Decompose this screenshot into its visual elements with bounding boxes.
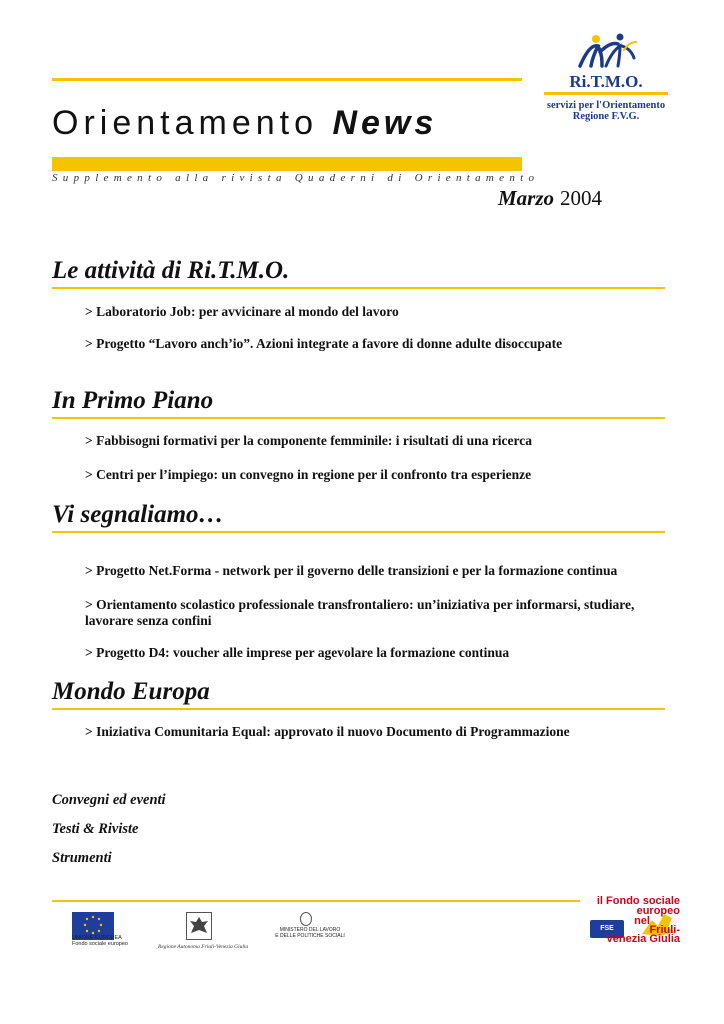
logo-rule [544, 92, 668, 95]
list-item[interactable]: > Laboratorio Job: per avvicinare al mondo del lavoro [85, 304, 399, 319]
region-caption: Regione Autonoma Friuli-Venezia Giulia [158, 944, 249, 950]
issue-month: Marzo [498, 186, 555, 210]
ministry-emblem-icon [300, 912, 312, 926]
list-item[interactable]: > Orientamento scolastico professionale transfrontaliero: un’iniziativa per informarsi, studiare, lavorare senza confini [85, 597, 635, 628]
fse-fvg-logo [588, 896, 680, 946]
header-top-rule [52, 78, 522, 81]
section-primo-piano [52, 386, 665, 482]
logo-name: Ri.T.M.O. [569, 72, 643, 91]
link-convegni[interactable]: Convegni ed eventi [52, 792, 166, 808]
issue-date [498, 186, 602, 211]
section-title: Mondo Europa [52, 678, 210, 705]
list-item[interactable]: > Progetto D4: voucher alle imprese per agevolare la formazione continua [85, 645, 510, 660]
section-title: In Primo Piano [52, 387, 214, 414]
ministry-caption [274, 928, 346, 939]
fse-line-3: nel [634, 915, 650, 927]
list-item[interactable]: > Progetto “Lavoro anch’io”. Azioni integrate a favore di donne adulte disoccupate [85, 336, 563, 351]
section-title: Le attività di Ri.T.M.O. [52, 257, 290, 284]
section-rule [52, 531, 665, 533]
footer-rule [52, 900, 580, 902]
fse-line-4: Friuli- [649, 924, 680, 936]
fse-line-1: il Fondo sociale [596, 895, 680, 907]
supplement-line: Supplemento alla rivista Quaderni di Orientamento [52, 172, 540, 184]
logo-subtitle-1: servizi per l'Orientamento [546, 100, 666, 111]
eu-line-2: Fondo sociale europeo [72, 941, 128, 947]
ministry-line-2: E DELLE POLITICHE SOCIALI [275, 932, 345, 939]
link-testi-riviste[interactable]: Testi & Riviste [52, 821, 139, 837]
header-yellow-band [52, 157, 522, 171]
list-item[interactable]: > Centri per l’impiego: un convegno in regione per il confronto tra esperienze [85, 467, 532, 482]
list-item[interactable]: > Iniziativa Comunitaria Equal: approvato il nuovo Documento di Programmazione [85, 724, 570, 739]
ministry-line-1: MINISTERO DEL LAVORO [279, 927, 341, 933]
section-mondo-europa [52, 677, 665, 739]
newsletter-title [52, 104, 437, 143]
eu-caption [72, 935, 128, 947]
section-rule [52, 417, 665, 419]
section-title: Vi segnaliamo… [52, 501, 224, 528]
title-accent: News [332, 104, 438, 142]
section-attivita [52, 256, 665, 351]
link-strumenti[interactable]: Strumenti [52, 850, 112, 866]
section-rule [52, 287, 665, 289]
region-eagle-icon [186, 912, 212, 940]
fse-badge-label: FSE [600, 925, 614, 932]
list-item[interactable]: > Fabbisogni formativi per la componente femminile: i risultati di una ricerca [85, 433, 533, 448]
issue-year: 2004 [560, 186, 603, 210]
list-item[interactable]: > Progetto Net.Forma - network per il governo delle transizioni e per la formazione continua [85, 563, 618, 578]
logo-subtitle-2: Regione F.V.G. [572, 111, 640, 122]
fse-line-5: Venezia Giulia [606, 933, 680, 945]
eu-line-1: UNIONE EUROPEA [72, 935, 122, 941]
title-main: Orientamento [52, 104, 318, 142]
ritmo-logo [536, 32, 676, 122]
section-segnaliamo [52, 500, 665, 660]
fse-line-2: europeo [636, 905, 680, 917]
section-rule [52, 708, 665, 710]
